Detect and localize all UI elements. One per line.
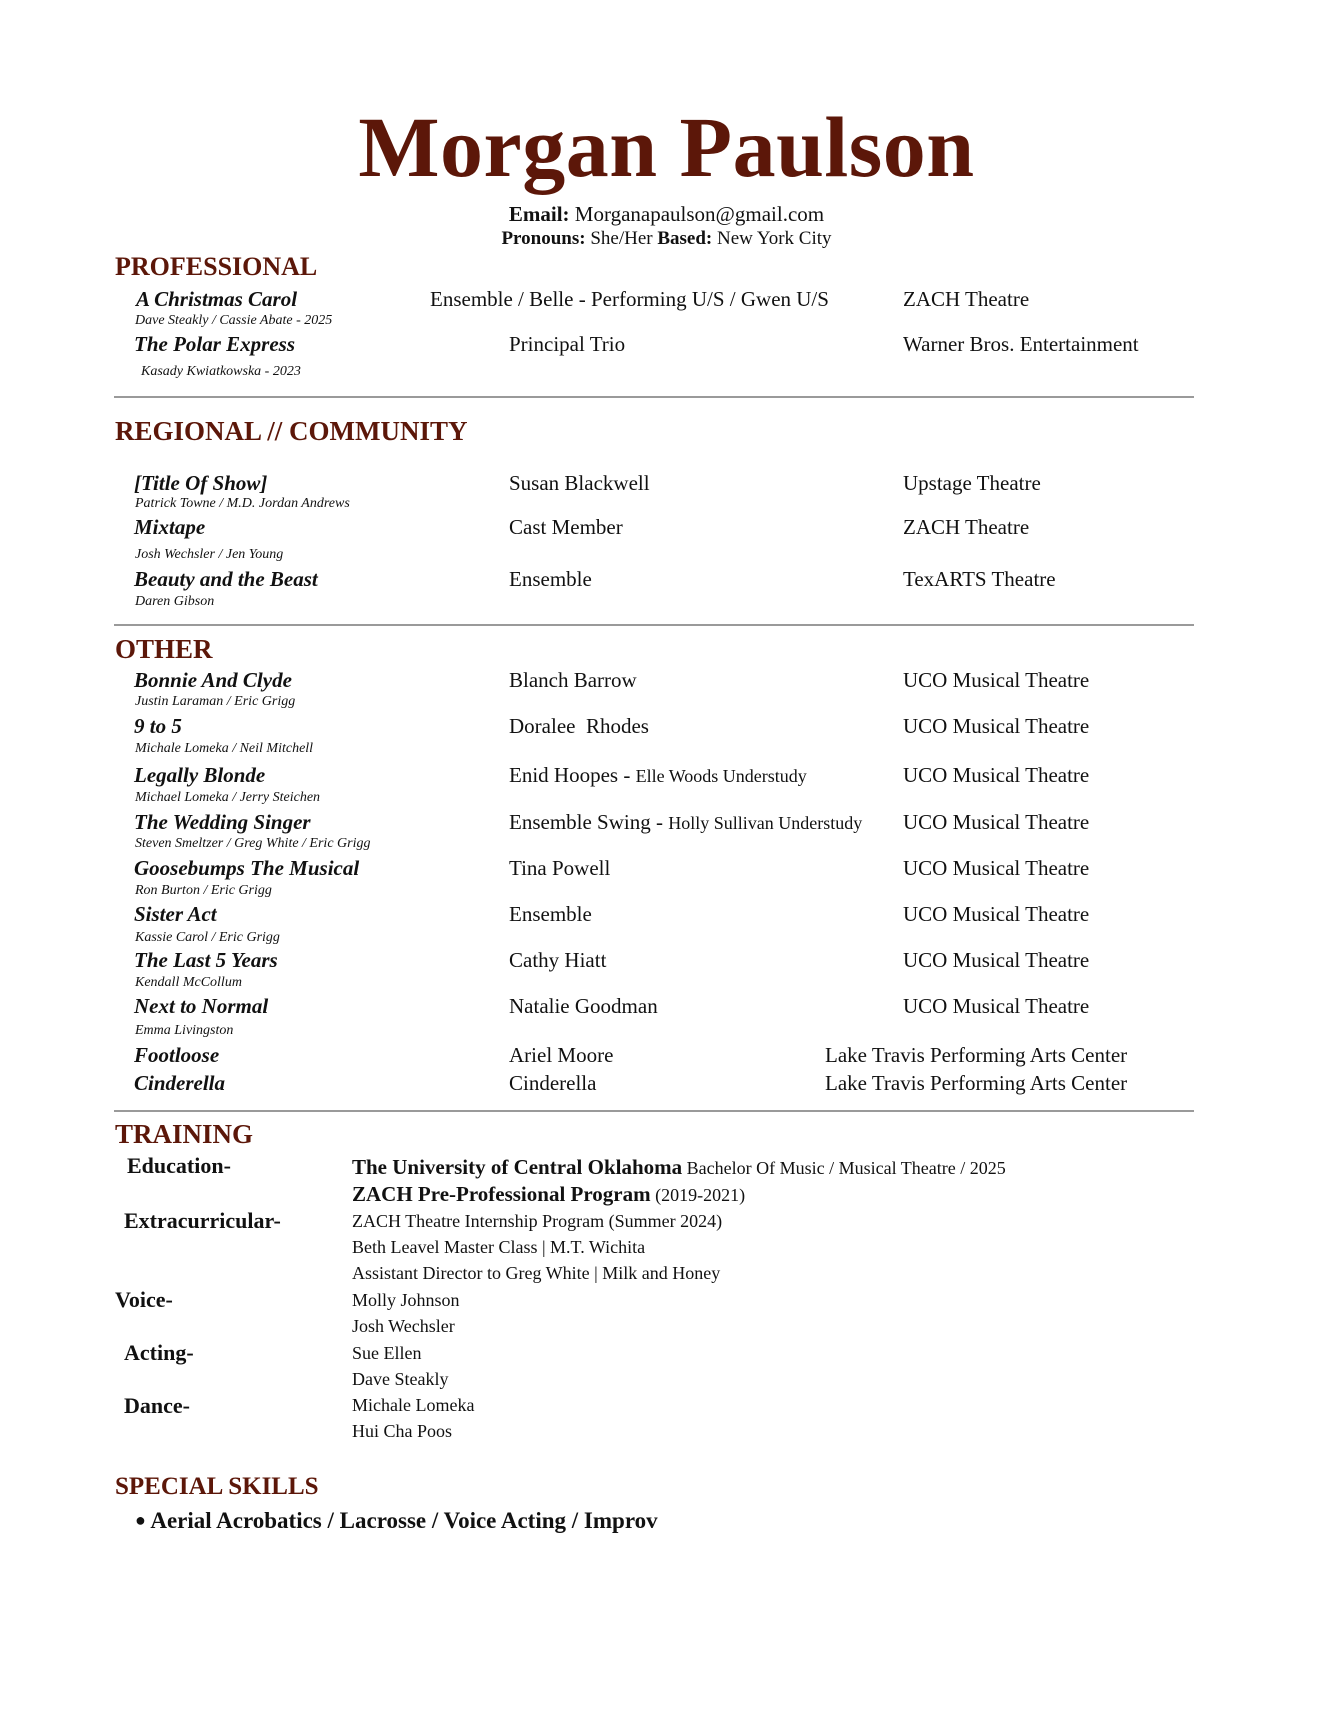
show-title: Next to Normal: [134, 994, 269, 1018]
venue: UCO Musical Theatre: [903, 714, 1090, 738]
training-entry: Assistant Director to Greg White | Milk and Honey: [352, 1263, 721, 1283]
show-title: Beauty and the Beast: [134, 567, 318, 591]
section-heading-regional: REGIONAL // COMMUNITY: [115, 416, 468, 446]
role-note: Elle Woods Understudy: [635, 766, 807, 786]
section-heading-other: OTHER: [115, 634, 213, 664]
section-divider: [114, 1110, 1194, 1112]
venue: Lake Travis Performing Arts Center: [825, 1071, 1128, 1095]
training-label-voice: Voice-: [115, 1287, 173, 1312]
venue: UCO Musical Theatre: [903, 994, 1090, 1018]
bullet-icon: ●: [135, 1510, 146, 1530]
training-entry: Josh Wechsler: [352, 1316, 455, 1336]
show-title: Legally Blonde: [134, 763, 266, 787]
venue: UCO Musical Theatre: [903, 902, 1090, 926]
training-entry: Beth Leavel Master Class | M.T. Wichita: [352, 1237, 646, 1257]
venue: Upstage Theatre: [903, 471, 1041, 495]
show-credit: Kassie Carol / Eric Grigg: [135, 930, 280, 945]
section-heading-professional: PROFESSIONAL: [115, 252, 318, 281]
show-title: The Wedding Singer: [134, 810, 311, 834]
show-credit: Michale Lomeka / Neil Mitchell: [135, 741, 314, 756]
based-label: Based:: [657, 228, 713, 249]
section-heading-special-skills: SPECIAL SKILLS: [115, 1473, 319, 1500]
training-entry: Sue Ellen: [352, 1343, 422, 1363]
show-credit: Josh Wechsler / Jen Young: [135, 547, 284, 562]
training-entry: ZACH Pre-Professional Program (2019-2021): [352, 1182, 746, 1206]
show-credit: Michael Lomeka / Jerry Steichen: [135, 790, 321, 805]
section-divider: [114, 396, 1194, 398]
training-entry: The University of Central Oklahoma Bachelor Of Music / Musical Theatre / 2025: [352, 1155, 1006, 1179]
training-entry: Michale Lomeka: [352, 1395, 475, 1415]
show-title: Footloose: [134, 1043, 220, 1067]
venue: Lake Travis Performing Arts Center: [825, 1043, 1128, 1067]
venue: UCO Musical Theatre: [903, 948, 1090, 972]
show-title: Bonnie And Clyde: [134, 668, 292, 692]
section-divider: [114, 624, 1194, 626]
pronouns-label: Pronouns:: [501, 228, 586, 249]
show-title: The Last 5 Years: [134, 948, 278, 972]
venue: ZACH Theatre: [903, 515, 1030, 539]
role: Enid Hoopes - Elle Woods Understudy: [509, 763, 807, 787]
role: Natalie Goodman: [509, 994, 658, 1018]
role: Doralee Rhodes: [509, 714, 649, 738]
training-entry: Hui Cha Poos: [352, 1421, 453, 1441]
based-value: New York City: [716, 228, 832, 249]
venue: UCO Musical Theatre: [903, 810, 1090, 834]
role: Blanch Barrow: [509, 668, 637, 692]
role: Ensemble Swing - Holly Sullivan Understudy: [509, 810, 863, 834]
role: Cinderella: [509, 1071, 597, 1095]
venue: Warner Bros. Entertainment: [903, 332, 1139, 356]
venue: UCO Musical Theatre: [903, 856, 1090, 880]
show-credit: Emma Livingston: [135, 1023, 234, 1038]
show-title: Mixtape: [134, 515, 206, 539]
show-credit: Patrick Towne / M.D. Jordan Andrews: [135, 496, 350, 511]
show-title: Goosebumps The Musical: [134, 856, 360, 880]
show-credit: Kendall McCollum: [135, 975, 242, 990]
show-credit: Justin Laraman / Eric Grigg: [135, 694, 296, 709]
training-entry: ZACH Theatre Internship Program (Summer 2024): [352, 1211, 723, 1231]
show-credit: Dave Steakly / Cassie Abate - 2025: [135, 313, 333, 328]
skills-list: Aerial Acrobatics / Lacrosse / Voice Acting / Improv: [150, 1508, 658, 1533]
show-credit: Steven Smeltzer / Greg White / Eric Grigg: [135, 836, 371, 851]
contact-email-line: [0, 202, 1333, 227]
training-entry: Molly Johnson: [352, 1290, 460, 1310]
role: Tina Powell: [509, 856, 611, 880]
training-label-acting: Acting-: [124, 1340, 194, 1365]
show-title: Sister Act: [134, 902, 217, 926]
role: Cast Member: [509, 515, 623, 539]
show-title: [Title Of Show]: [134, 471, 268, 495]
venue: UCO Musical Theatre: [903, 763, 1090, 787]
special-skills-line: [135, 1508, 658, 1534]
training-label-dance: Dance-: [124, 1393, 190, 1418]
role: Ensemble: [509, 902, 592, 926]
show-credit: Daren Gibson: [135, 594, 215, 609]
email-value: Morganapaulson@gmail.com: [574, 202, 825, 226]
role: Ensemble / Belle - Performing U/S / Gwen U/S: [430, 287, 829, 311]
email-label: Email:: [508, 202, 570, 226]
role: Principal Trio: [509, 332, 626, 356]
venue: TexARTS Theatre: [903, 567, 1056, 591]
venue: UCO Musical Theatre: [903, 668, 1090, 692]
show-title: 9 to 5: [134, 714, 182, 738]
show-credit: Ron Burton / Eric Grigg: [135, 883, 272, 898]
show-title: The Polar Express: [134, 332, 296, 356]
training-entry: Dave Steakly: [352, 1369, 449, 1389]
training-label-education: Education-: [127, 1153, 231, 1178]
role: Ariel Moore: [509, 1043, 614, 1067]
show-title: A Christmas Carol: [136, 287, 298, 311]
role: Susan Blackwell: [509, 471, 650, 495]
show-title: Cinderella: [134, 1071, 226, 1095]
contact-info-line: [0, 228, 1333, 250]
role: Ensemble: [509, 567, 592, 591]
training-label-extracurricular: Extracurricular-: [124, 1208, 281, 1233]
role-note: Holly Sullivan Understudy: [668, 813, 863, 833]
section-heading-training: TRAINING: [115, 1119, 254, 1149]
candidate-name: Morgan Paulson: [358, 99, 975, 195]
role: Cathy Hiatt: [509, 948, 607, 972]
show-credit: Kasady Kwiatkowska - 2023: [141, 364, 301, 379]
pronouns-value: She/Her: [590, 228, 653, 249]
venue: ZACH Theatre: [903, 287, 1030, 311]
